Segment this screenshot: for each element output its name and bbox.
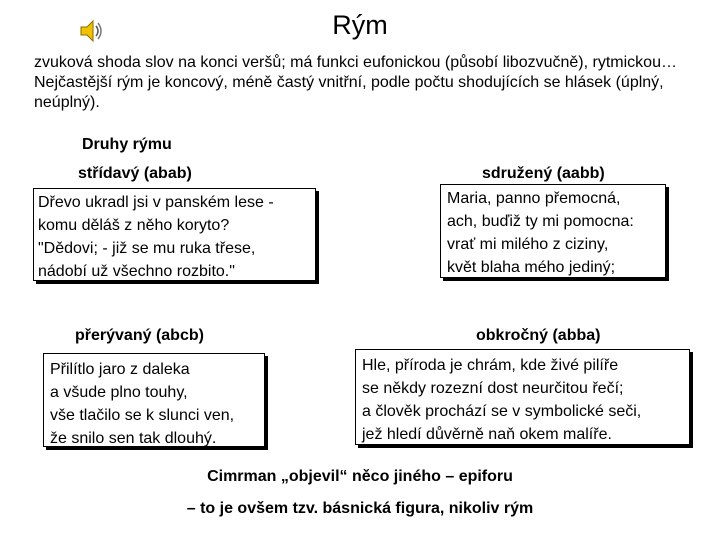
footer-note-line-1: Cimrman „objevil“ něco jiného – epiforu (207, 468, 513, 485)
definition-text: zvuková shoda slov na konci veršů; má funkci eufonickou (působí libozvučně), rytmickou…Nejčastější rým je koncový, méně častý vnitřní, podle počtu shodujících se hlásek (úplný, neúplný). (34, 54, 677, 111)
poem-box-coupled (440, 184, 666, 278)
rhyme-label-interrupted: přerývaný (abcb) (75, 327, 204, 344)
poem-line: Maria, panno přemocná, (447, 190, 621, 207)
poem-line: a všude plno touhy, (50, 384, 188, 401)
poem-line: vrať mi milého z ciziny, (447, 236, 609, 253)
rhyme-label-coupled: sdružený (aabb) (482, 165, 605, 182)
poem-line: nádobí už všechno rozbito." (38, 263, 235, 280)
poem-line: Hle, příroda je chrám, kde živé pilíře (362, 357, 619, 374)
poem-line: ach, buďiž ty mi pomocna: (447, 213, 634, 230)
poem-line: že snilo sen tak dlouhý. (50, 430, 217, 447)
poem-box-alternating (33, 188, 316, 281)
poem-line: Dřevo ukradl jsi v panském lese - (38, 194, 274, 211)
poem-line: vše tlačilo se k slunci ven, (50, 407, 235, 424)
poem-box-enclosing (355, 349, 690, 445)
poem-line: Přilítlo jaro z daleka (50, 361, 190, 378)
poem-line: a člověk prochází se v symbolické seči, (362, 403, 642, 420)
footer-note-line-2: – to je ovšem tzv. básnická figura, nikoliv rým (186, 500, 534, 517)
poem-line: květ blaha mého jediný; (447, 259, 616, 276)
rhyme-label-enclosing: obkročný (abba) (476, 327, 601, 344)
rhyme-label-alternating: střídavý (abab) (78, 165, 192, 182)
page-title: Rým (332, 10, 388, 40)
poem-line: se někdy rozezní dost neurčitou řečí; (362, 380, 624, 397)
rhyme-types-heading: Druhy rýmu (82, 136, 172, 153)
poem-line: "Dědovi; - již se mu ruka třese, (38, 240, 256, 257)
poem-line: komu děláš z něho koryto? (38, 217, 230, 234)
poem-box-interrupted (43, 353, 265, 447)
poem-line: jež hledí důvěrně naň okem malíře. (362, 426, 612, 443)
